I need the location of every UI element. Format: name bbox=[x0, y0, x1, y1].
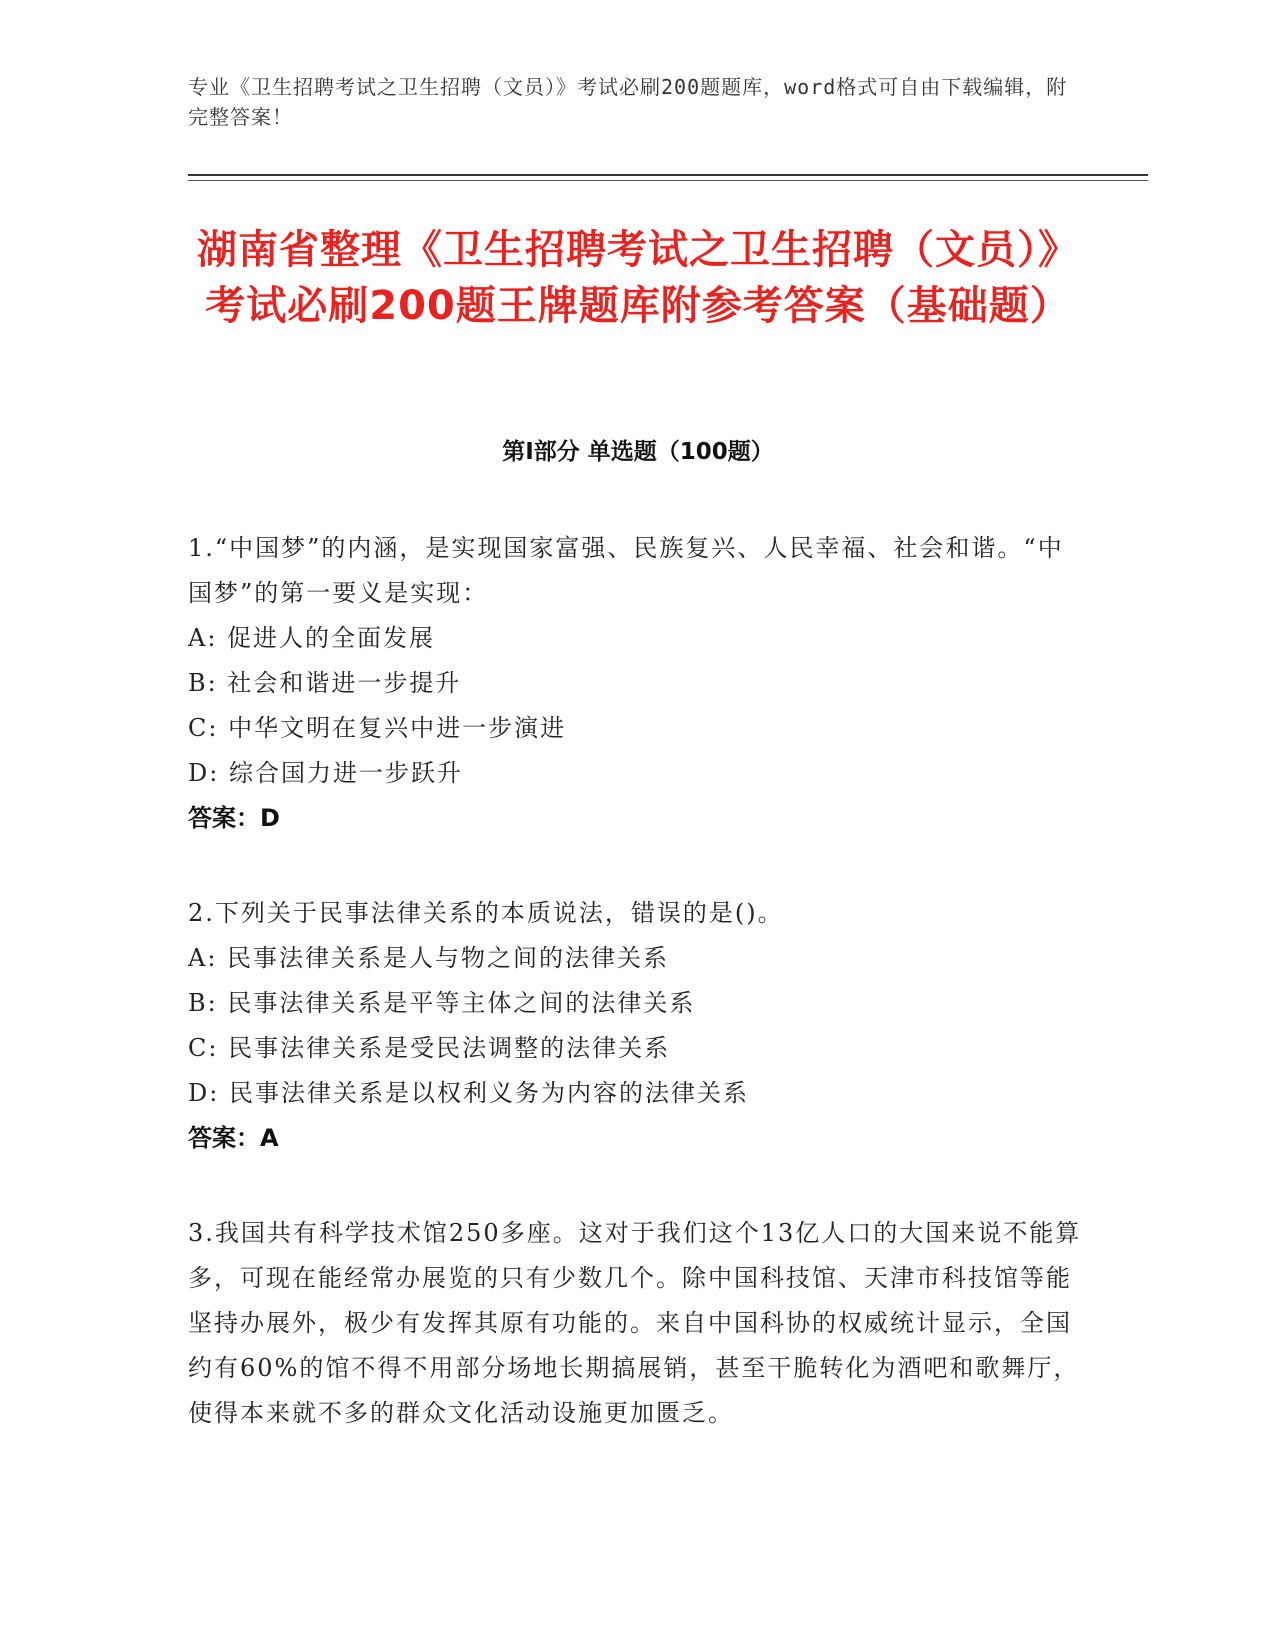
answer-label: 答案：A bbox=[188, 1124, 279, 1152]
question-3 bbox=[188, 1211, 1088, 1436]
header-divider-thin bbox=[188, 180, 1148, 181]
question-2 bbox=[188, 891, 1088, 1161]
option-a: A: 民事法律关系是人与物之间的法律关系 bbox=[188, 944, 670, 972]
option-c: C: 民事法律关系是受民法调整的法律关系 bbox=[188, 1034, 671, 1062]
header-divider-thick bbox=[188, 174, 1148, 176]
question-stem: 3.我国共有科学技术馆250多座。这对于我们这个13亿人口的大国来说不能算多，可现在能经常办展览的只有少数几个。除中国科技馆、天津市科技馆等能坚持办展外，极少有发挥其原有功能的。来自中国科协的权威统计显示，全国约有60%的馆不得不用部分场地长期搞展销，甚至干脆转化为酒吧和歌舞厅，使得本来就不多的群众文化活动设施更加匮乏。 bbox=[188, 1219, 1082, 1427]
answer-label: 答案：D bbox=[188, 804, 280, 832]
option-a: A: 促进人的全面发展 bbox=[188, 624, 436, 652]
option-c: C: 中华文明在复兴中进一步演进 bbox=[188, 714, 567, 742]
option-d: D: 民事法律关系是以权利义务为内容的法律关系 bbox=[188, 1079, 749, 1107]
document-title: 湖南省整理《卫生招聘考试之卫生招聘（文员）》考试必刷200题王牌题库附参考答案（基础题） bbox=[197, 227, 1079, 329]
header-note: 专业《卫生招聘考试之卫生招聘（文员）》考试必刷200题题库，word格式可自由下载编辑，附完整答案！ bbox=[188, 75, 1068, 129]
question-stem: 2.下列关于民事法律关系的本质说法，错误的是()。 bbox=[188, 899, 784, 927]
question-1 bbox=[188, 526, 1088, 841]
option-b: B: 民事法律关系是平等主体之间的法律关系 bbox=[188, 989, 696, 1017]
option-b: B: 社会和谐进一步提升 bbox=[188, 669, 462, 697]
section-title: 第I部分 单选题（100题） bbox=[502, 439, 774, 465]
question-list bbox=[188, 526, 1088, 1486]
option-d: D: 综合国力进一步跃升 bbox=[188, 759, 463, 787]
question-stem: 1.“中国梦”的内涵，是实现国家富强、民族复兴、人民幸福、社会和谐。“中国梦”的第一要义是实现： bbox=[188, 534, 1064, 607]
